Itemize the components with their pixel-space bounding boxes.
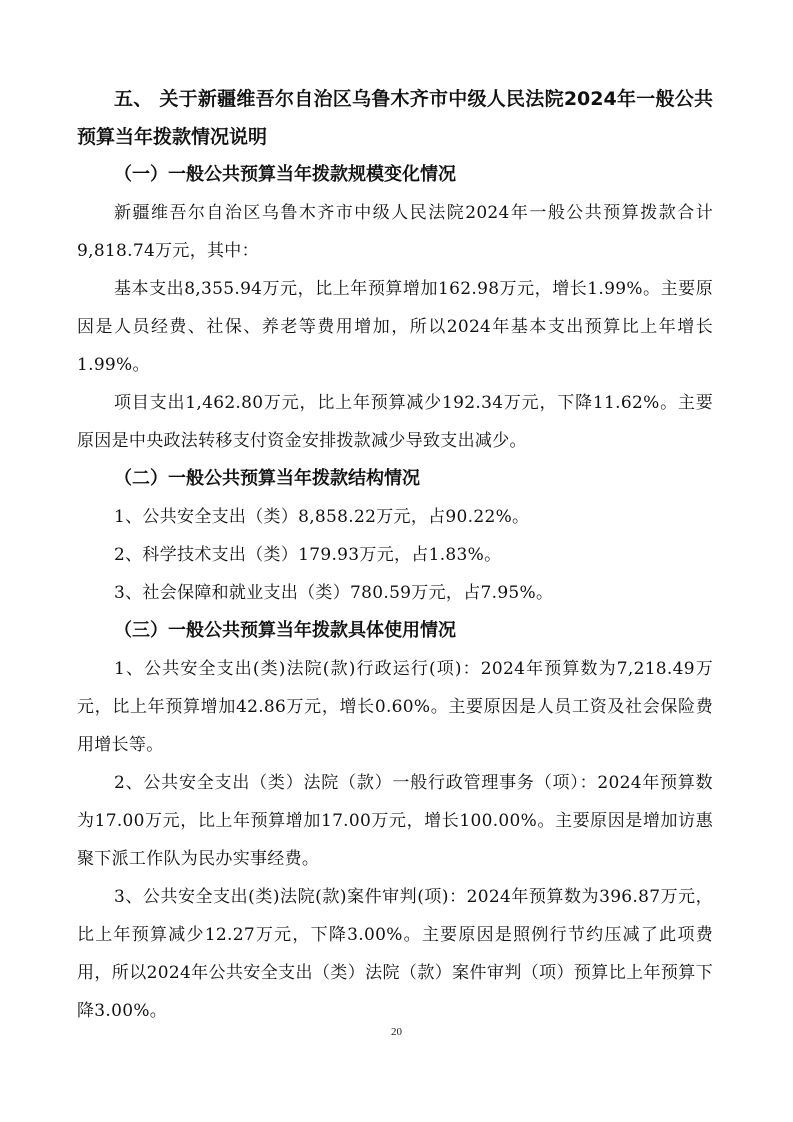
- part3-title: （三）一般公共预算当年拨款具体使用情况: [114, 620, 456, 641]
- part1-paragraph-project: 项目支出1,462.80万元，比上年预算减少192.34万元，下降11.62%。主要原因是中央政法转移支付资金安排拨款减少导致支出减少。: [77, 393, 713, 451]
- part1-paragraph-basic: 基本支出8,355.94万元，比上年预算增加162.98万元，增长1.99%。主要原因是人员经费、社保、养老等费用增加，所以2024年基本支出预算比上年增长1.99%。: [77, 279, 713, 375]
- section-heading: 五、 关于新疆维吾尔自治区乌鲁木齐市中级人民法院2024年一般公共预算当年拨款情况说明: [77, 88, 713, 148]
- part3-item: 3、公共安全支出(类)法院(款)案件审判(项)：2024年预算数为396.87万元，比上年预算减少12.27万元，下降3.00%。主要原因是照例行节约压减了此项费用，所以2024年公共安全支出（类）法院（款）案件审判（项）预算比上年预算下降3.00%。: [77, 887, 713, 1021]
- part1-title: （一）一般公共预算当年拨款规模变化情况: [114, 164, 456, 185]
- part2-title: （二）一般公共预算当年拨款结构情况: [114, 468, 420, 489]
- part2-item: 2、科学技术支出（类）179.93万元，占1.83%。: [114, 545, 502, 565]
- page-number: 20: [391, 1026, 402, 1038]
- part3-item: 2、公共安全支出（类）法院（款）一般行政管理事务（项）：2024年预算数为17.00万元，比上年预算增加17.00万元，增长100.00%。主要原因是增加访惠聚下派工作队为民办实事经费。: [77, 773, 713, 869]
- part2-item: 1、公共安全支出（类）8,858.22万元，占90.22%。: [114, 507, 530, 527]
- part3-item: 1、公共安全支出(类)法院(款)行政运行(项)：2024年预算数为7,218.49万元，比上年预算增加42.86万元，增长0.60%。主要原因是人员工资及社会保险费用增长等。: [77, 659, 713, 755]
- part2-item: 3、社会保障和就业支出（类）780.59万元，占7.95%。: [114, 583, 554, 603]
- document-page: [77, 80, 713, 1030]
- part1-paragraph-total: 新疆维吾尔自治区乌鲁木齐市中级人民法院2024年一般公共预算拨款合计9,818.74万元，其中：: [77, 203, 713, 261]
